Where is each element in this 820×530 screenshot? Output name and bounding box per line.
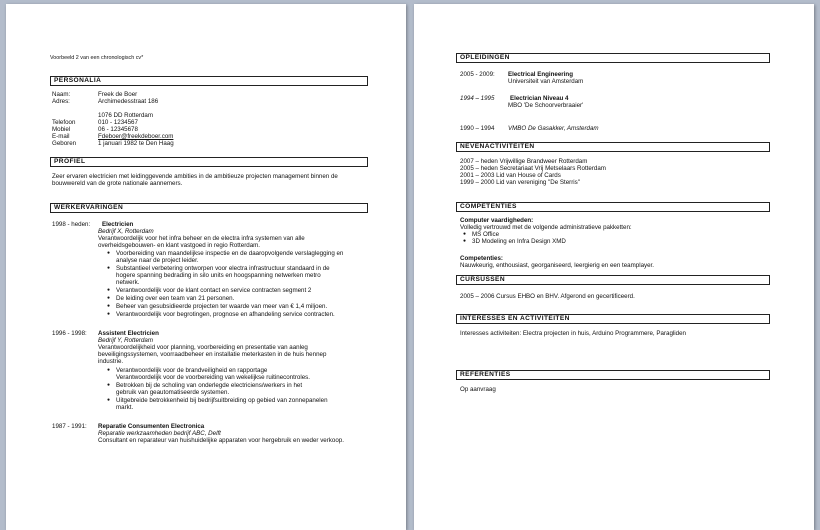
bullet-line: Betrokken bij de scholing van onderlegde electriciens/werkers in het bbox=[116, 382, 303, 389]
bullet-item bbox=[472, 238, 566, 246]
computer-text: Volledig vertrouwd met de volgende administratieve pakketten: bbox=[460, 224, 632, 231]
value-mobile: 06 - 12345678 bbox=[98, 126, 138, 133]
section-opleidingen: OPLEIDINGEN bbox=[456, 53, 770, 63]
job-company: Bedrijf X, Rotterdam bbox=[98, 228, 154, 235]
section-referenties: REFERENTIES bbox=[456, 370, 770, 380]
bullet-line: analyse naar de project leider. bbox=[116, 257, 199, 264]
section-competenties: COMPETENTIES bbox=[456, 202, 770, 212]
course-text: 2005 – 2006 Cursus EHBO en BHV. Afgerond en gecertificeerd. bbox=[460, 293, 635, 300]
job-company: Reparatie werkzaamheden bedrijf ABC, Delft bbox=[98, 430, 221, 437]
job-desc: Verantwoordelijkheid voor planning, voorbereiding en presentatie van aanleg bbox=[98, 344, 308, 351]
job-period: 1996 - 1998: bbox=[52, 330, 87, 337]
edu-period: 1990 – 1994 bbox=[460, 125, 495, 132]
job-desc: Consultant en reparateur van huishuidelijke apparaten voor hergebruik en weder verkoop. bbox=[98, 437, 344, 444]
label: Adres: bbox=[52, 98, 70, 105]
job-desc: beveiligingssystemen, voorraadbeheer en installatie meterkasten in de huis hennep bbox=[98, 351, 327, 358]
section-interesses: INTERESSES EN ACTIVITEITEN bbox=[456, 314, 770, 324]
bullet-item bbox=[116, 311, 335, 319]
bullet-line: Verantwoordelijk voor de klant contact en service contracten segment 2 bbox=[116, 287, 312, 294]
bullet-line: hogere spanning bedrading in silo units en hoogspanning netwerken metro bbox=[116, 272, 321, 279]
section-cursussen: CURSUSSEN bbox=[456, 275, 770, 285]
section-profiel: PROFIEL bbox=[50, 157, 368, 167]
bullet-line: Uitgebreide betrokkenheid bij bedrijfsuitbreiding op gebied van zonnepanelen bbox=[116, 397, 328, 404]
edu-title: Electrical Engineering bbox=[508, 71, 573, 78]
title-note: Voorbeeld 2 van een chronologisch cv* bbox=[50, 55, 144, 61]
bullet-item bbox=[116, 303, 327, 311]
references-text: Op aanvraag bbox=[460, 386, 496, 393]
bullet-line: Verantwoordelijk voor begrotingen, prognose en afhandeling service contracten. bbox=[116, 311, 335, 318]
bullet-line: markt. bbox=[116, 404, 134, 411]
job-period: 1987 - 1991: bbox=[52, 423, 87, 430]
job-title: Assistent Electricien bbox=[98, 330, 159, 337]
section-nevenactiviteiten: NEVENACTIVITEITEN bbox=[456, 142, 770, 152]
edu-sub: Universiteit van Amsterdam bbox=[508, 78, 584, 85]
job-period: 1998 - heden: bbox=[52, 221, 91, 228]
bullet-item bbox=[116, 287, 311, 295]
job-desc: overheidsgebouwen- en klant vastgoed in regio Rotterdam. bbox=[98, 242, 261, 249]
bullet-line: Verantwoordelijk voor de voorbereiding van wekelijkse ruitinecontroles. bbox=[116, 374, 310, 381]
edu-sub: MBO 'De Schoorverbraaier' bbox=[508, 102, 584, 109]
profiel-line: bouwwereld van de grote nationale aannemers. bbox=[52, 180, 183, 187]
job-title: Reparatie Consumenten Electronica bbox=[98, 423, 205, 430]
bullet-line: gebruik van geautomatiseerde systemen. bbox=[116, 389, 230, 396]
cv-page-1 bbox=[6, 4, 406, 530]
bullet-line: 3D Modeling en Infra Design XMD bbox=[472, 238, 566, 245]
label: Naam: bbox=[52, 91, 71, 98]
label: Mobiel bbox=[52, 126, 71, 133]
bullet-line: netwerk. bbox=[116, 279, 140, 286]
bullet-line: Beheer van gesubsidieerde projecten ter waarde van meer van € 1,4 miljoen. bbox=[116, 303, 328, 310]
side-activity: 2007 – heden Vrijwillige Brandweer Rotterdam bbox=[460, 158, 588, 165]
interests-text: Interesses activiteiten: Electra projecten in huis, Arduino Programmere, Paragliden bbox=[460, 330, 686, 337]
job-company: Bedrijf Y, Rotterdam bbox=[98, 337, 154, 344]
bullet-line: De leiding over een team van 21 personen. bbox=[116, 295, 235, 302]
label: Geboren bbox=[52, 140, 77, 147]
job-desc: industrie. bbox=[98, 358, 124, 365]
profiel-line: Zeer ervaren electricien met leidinggevende ambities in de ambitieuze projecten management binnen de bbox=[52, 173, 338, 180]
bullet-item bbox=[116, 397, 328, 405]
value-address: Archimedesstraat 186 bbox=[98, 98, 159, 105]
label: Telefoon bbox=[52, 119, 76, 126]
job-desc: Verantwoordelijk voor het infra beheer en de electra infra systemen van alle bbox=[98, 235, 305, 242]
value-phone: 010 - 1234567 bbox=[98, 119, 138, 126]
comp-title: Competenties: bbox=[460, 255, 503, 262]
email-link[interactable]: Fdeboer@freekdeboer.com bbox=[98, 133, 174, 140]
label: E-mail bbox=[52, 133, 70, 140]
value-name: Freek de Boer bbox=[98, 91, 138, 98]
bullet-line: Voorbereiding van maandelijkse inspectie en de daaropvolgende verslaglegging en bbox=[116, 250, 344, 257]
edu-title: VMBO De Gasakker, Amsterdam bbox=[508, 125, 599, 132]
cv-page-2 bbox=[414, 4, 814, 530]
job-title: Electricien bbox=[102, 221, 134, 228]
value-city: 1076 DD Rotterdam bbox=[98, 112, 154, 119]
comp-text: Nauwkeurig, enthousiast, georganiseerd, leergierig en een teamplayer. bbox=[460, 262, 654, 269]
side-activity: 1999 – 2000 Lid van vereniging "De Sterris" bbox=[460, 179, 580, 186]
side-activity: 2005 – heden Secretariaat Vrij Metselaars Rotterdam bbox=[460, 165, 606, 172]
edu-period: 1994 – 1995 bbox=[460, 95, 495, 102]
edu-period: 2005 - 2009: bbox=[460, 71, 495, 78]
edu-title: Electrician Niveau 4 bbox=[510, 95, 569, 102]
bullet-line: Verantwoordelijk voor de brandveiligheid en rapportage bbox=[116, 367, 268, 374]
section-personalia: PERSONALIA bbox=[50, 76, 368, 86]
computer-title: Computer vaardigheden: bbox=[460, 217, 534, 224]
value-birth: 1 januari 1982 te Den Haag bbox=[98, 140, 174, 147]
bullet-item bbox=[116, 295, 234, 303]
bullet-line: Substantieel verbetering ontworpen voor electra infrastructuur standaard in de bbox=[116, 265, 330, 272]
section-werkervaringen: WERKERVARINGEN bbox=[50, 203, 368, 213]
side-activity: 2001 – 2003 Lid van House of Cards bbox=[460, 172, 561, 179]
bullet-line: MS Office bbox=[472, 231, 500, 238]
